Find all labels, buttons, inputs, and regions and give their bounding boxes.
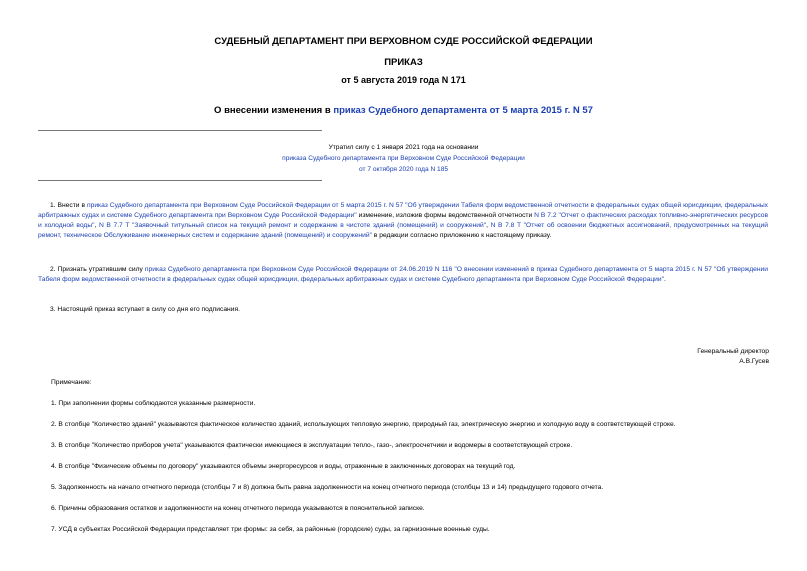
- p1-text-d: ,: [486, 222, 491, 229]
- doc-type: ПРИКАЗ: [384, 57, 423, 68]
- doc-title-link[interactable]: приказ Судебного департамента от 5 марта 2015 г. N 57: [333, 105, 593, 116]
- paragraph-1: [38, 201, 768, 241]
- p1-text-b: изменение, изложив формы ведомственной отчетности: [356, 212, 535, 219]
- p1-text: 1. Внести в: [50, 202, 87, 209]
- note-5: 5. Задолженность на начало отчетного периода (столбцы 7 и 8) должна быть равна задолженности на конец отчетного периода (столбцы 13 и 14) предыдущего годового отчета.: [51, 484, 604, 491]
- org-heading: СУДЕБНЫЙ ДЕПАРТАМЕНТ ПРИ ВЕРХОВНОМ СУДЕ РОССИЙСКОЙ ФЕДЕРАЦИИ: [214, 36, 593, 47]
- divider-top: [38, 130, 322, 131]
- note-4: 4. В столбце "Физические объемы по договору" указываются объемы энергоресурсов и воды, отраженные в заключенных договорах на текущий год.: [51, 463, 516, 470]
- p1-link-form-7-8[interactable]: N В 7.8 Т "Отчет об освоении бюджетных ассигнований, предусмотренных на текущий ремонт, техническое Обслуживание инженерных систем и содержание зданий (помещений) и сооружений": [38, 222, 769, 239]
- p2-link-order-116[interactable]: приказ Судебного департамента при Верховном Суде Российской Федерации от 24.06.2019 N 116 "О внесении изменений в приказ Судебного департамента от 5 марта 2015 г. N 57 "Об утверждении Табеля форм ведомственной отчетности в федеральных судах общей юрисдикции, федеральных арбитражных судах и системе Судебного департамента при Верховном Суде Российской Федерации": [38, 266, 768, 283]
- p1-text-e: в редакции согласно приложению к настоящему приказу.: [371, 232, 552, 239]
- paragraph-3: [38, 305, 768, 315]
- p1-link-form-7-7[interactable]: N В 7.7 Т "Заявочный титульный список на текущий ремонт и содержание в чистоте зданий (помещений) и сооружений": [98, 222, 487, 229]
- p1-link-form-7-2[interactable]: N В 7.2 "Отчет о фактических расходах топливно-энергетических ресурсов и холодной воды": [38, 212, 769, 229]
- note-2: 2. В столбце "Количество зданий" указываются фактическое количество зданий, использующих тепловую энергию, природный газ, электрическую энергию и холодную воду в соответствующей строке.: [51, 421, 676, 428]
- status-link-line-2[interactable]: приказа Судебного департамента при Верховном Суде Российской Федерации: [282, 155, 525, 162]
- p2-text-b: .: [664, 276, 666, 283]
- status-link-line-3[interactable]: от 7 октября 2020 года N 185: [358, 166, 449, 173]
- paragraph-2: [38, 265, 768, 285]
- p3-text: 3. Настоящий приказ вступает в силу со дня его подписания.: [50, 306, 240, 313]
- note-6: 6. Причины образования остатков и задолженности на конец отчетного периода указываются в пояснительной записке.: [51, 505, 425, 512]
- doc-date-number: от 5 августа 2019 года N 171: [341, 75, 466, 85]
- p1-text-c: ,: [94, 222, 99, 229]
- divider-bottom: [38, 180, 322, 181]
- note-3: 3. В столбце "Количество приборов учета" указываются фактически имеющиеся в эксплуатации тепло-, газо-, электросчетчики и водомеры в соответствующей строке.: [51, 442, 573, 449]
- note-1: 1. При заполнении формы соблюдаются указанные размерности.: [51, 400, 256, 407]
- note-7: 7. УСД в субъектах Российской Федерации представляет три формы: за себя, за районные (городские) суды, за гарнизонные военные суды.: [51, 526, 490, 533]
- signature-name: А.В.Гусев: [739, 358, 769, 365]
- doc-title: [0, 105, 807, 116]
- signature-position: Генеральный директор: [697, 348, 769, 355]
- notes-heading: Примечание:: [51, 379, 92, 386]
- status-line-1: Утратил силу с 1 января 2021 года на основании: [328, 144, 479, 151]
- p1-link-order-57[interactable]: приказ Судебного департамента при Верховном Суде Российской Федерации от 5 марта 2015 г. N 57 "Об утверждении Табеля форм ведомственной отчетности в федеральных судах общей юрисдикции, федеральных арбитражных судах и системе Судебного департамента при Верховном Суде Российской Федерации": [38, 202, 768, 219]
- p2-text: 2. Признать утратившим силу: [50, 266, 145, 273]
- doc-title-prefix: О внесении изменения в: [214, 105, 334, 116]
- signature-block: [697, 347, 769, 367]
